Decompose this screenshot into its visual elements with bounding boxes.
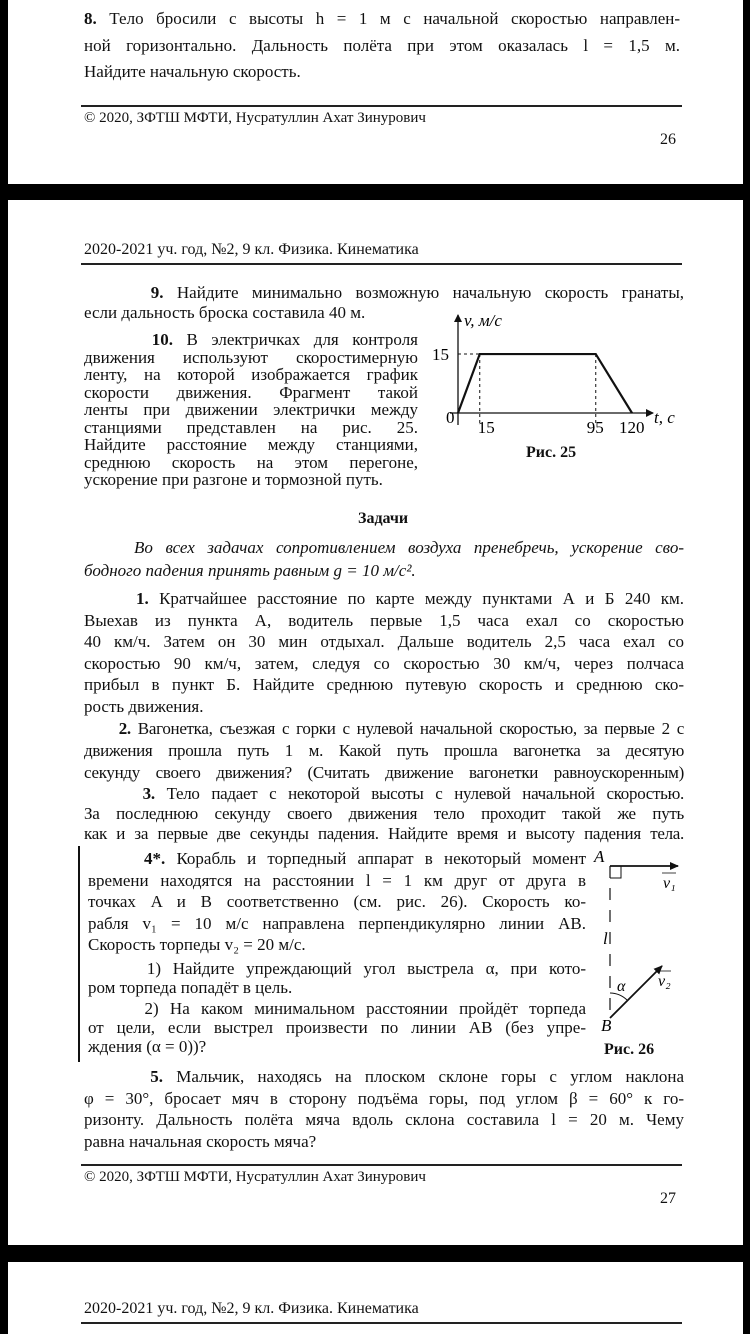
running-header: 2020-2021 уч. год, №2, 9 кл. Физика. Кинематика xyxy=(84,1300,419,1317)
figure-26-caption: Рис. 26 xyxy=(604,1041,655,1058)
footer-copyright: © 2020, ЗФТШ МФТИ, Нусратуллин Ахат Зинурович xyxy=(84,1169,426,1185)
x-axis-label: t, с xyxy=(654,408,675,427)
v1-label: v₁ xyxy=(663,875,676,892)
task-1: 1. Кратчайшее расстояние по карте между пунктами А и Б 240 км. Выехав из пункта А, водитель первые 1,5 часа ехал со скоростью 40 км/ч. Затем он 30 мин отдыхал. Дальше водитель 2,5 часа ехал со скоростью 90 км/ч, затем, следуя со скоростью 30 км/ч, через полчаса прибыл в пункт Б. Найдите среднюю путевую скорость и среднюю ско- рость движения. xyxy=(84,589,685,716)
figure-25-chart xyxy=(428,310,678,450)
problem-9: 9. Найдите минимально возможную начальную скорость гранаты, если дальность броска составила 40 м. xyxy=(84,283,684,322)
problem-8: 8. Тело бросили с высоты h = 1 м с начальной скоростью направлен- ной горизонтально. Дальность полёта при этом оказалась l = 1,5 м. Найдите начальную скорость. xyxy=(84,9,681,81)
x-tick-95: 95 xyxy=(586,418,604,437)
footer-rule xyxy=(81,105,682,107)
y-tick-15: 15 xyxy=(432,345,449,365)
figure-26-diagram xyxy=(590,848,690,1038)
task-3: 3. Тело падает с некоторой высоты с нулевой начальной скоростью. За последнюю секунду своего движения тело проходит такой же путь как и за первые две секунды падения. Найдите время и высоту падения тела. xyxy=(84,784,684,843)
tasks-heading: Задачи xyxy=(358,510,409,527)
tasks-intro: Во всех задачах сопротивлением воздуха пренебречь, ускорение сво- бодного падения принять равным g = 10 м/с². xyxy=(84,538,684,580)
origin-label: 0 xyxy=(446,408,455,427)
problem-8-number: 8. xyxy=(84,9,97,28)
x-tick-15: 15 xyxy=(477,418,495,437)
alpha-label: α xyxy=(617,978,626,995)
running-header: 2020-2021 уч. год, №2, 9 кл. Физика. Кинематика xyxy=(84,241,419,258)
x-tick-120: 120 xyxy=(619,418,645,437)
footer-copyright: © 2020, ЗФТШ МФТИ, Нусратуллин Ахат Зинурович xyxy=(84,110,426,126)
footer-rule xyxy=(81,1164,682,1166)
page-number: 26 xyxy=(660,131,676,148)
page-number: 27 xyxy=(660,1190,676,1207)
distance-l-label: l xyxy=(603,929,608,948)
point-b-label: B xyxy=(601,1016,612,1035)
page-26 xyxy=(8,0,743,184)
tick-labels xyxy=(432,345,645,437)
problem-10: 10. В электричках для контроля движения используют скоростимерную ленту, на которой изображается график скорости движения. Фрагмент такой ленты при движении электрички между станциями представлен на рис. 25. Найдите расстояние между станциями, среднюю скорость на этом перегоне, ускорение при разгоне и тормозной путь. xyxy=(84,330,419,489)
task-4: 4*. Корабль и торпедный аппарат в некоторый момент времени находятся на расстоянии l = 1 км друг от друга в точках A и B соответственно (см. рис. 26). Скорость ко- рабля v₁ = 10 м/с направлена перпендикулярно линии AB. Скорость торпеды v₂ = 20 м/с. 1) Найдите упреждающий угол выстрела α, при кото- ром торпеда попадёт в цель. 2) На каком минимальном расстоянии пройдёт торпеда от цели, если выстрел произвести по линии AB (без упре- ждения (α = 0))? xyxy=(88,849,587,1056)
task-2: 2. Вагонетка, съезжая с горки с нулевой начальной скоростью, за первые 2 с движения прошла путь 1 м. Какой путь прошла вагонетка за десятую секунду своего движения? (Считать движение вагонетки равноускоренным) xyxy=(84,719,684,782)
page-28 xyxy=(8,1262,743,1334)
figure-25-caption: Рис. 25 xyxy=(526,444,577,461)
page-27 xyxy=(8,200,743,1245)
task-4-margin-bar xyxy=(78,846,80,1062)
v2-label: v₂ xyxy=(658,973,671,990)
header-rule xyxy=(81,1322,682,1324)
point-a-label: A xyxy=(594,847,605,866)
task-5: 5. Мальчик, находясь на плоском склоне горы с углом наклона φ = 30°, бросает мяч в сторону подъёма горы, под углом β = 60° к го- ризонту. Дальность полёта мяча вдоль склона составила l = 20 м. Чему равна начальная скорость мяча? xyxy=(84,1067,685,1151)
header-rule xyxy=(81,263,682,265)
velocity-line xyxy=(458,354,632,413)
y-axis-label: v, м/с xyxy=(464,311,502,330)
right-angle-mark xyxy=(610,866,621,878)
